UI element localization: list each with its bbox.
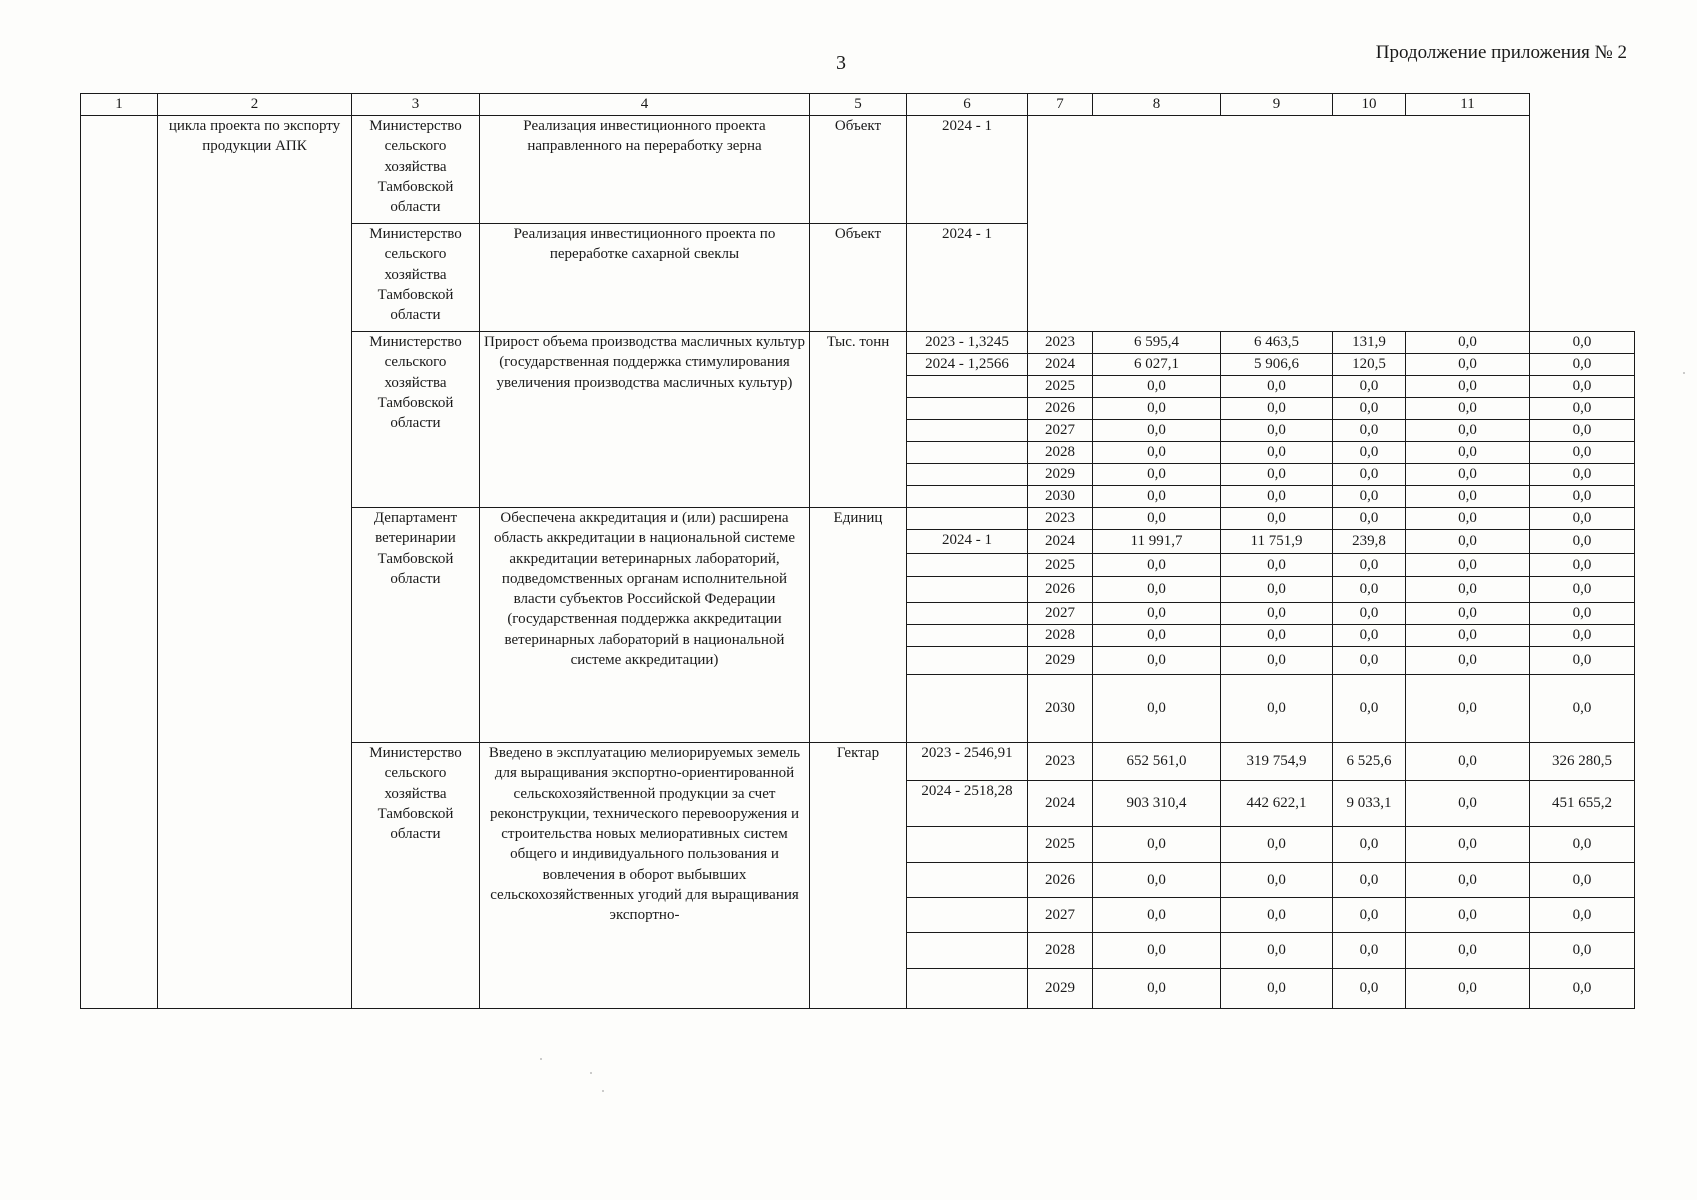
value-cell-c9: 120,5: [1333, 354, 1406, 376]
col-number-11: 11: [1406, 94, 1530, 116]
value-cell-c11: 0,0: [1530, 969, 1635, 1009]
value-cell-c8: 11 751,9: [1221, 530, 1333, 554]
target-cell: [907, 577, 1028, 603]
value-cell-c11: 0,0: [1530, 554, 1635, 577]
value-cell-c11: 0,0: [1530, 376, 1635, 398]
value-cell-c9: 0,0: [1333, 486, 1406, 508]
value-cell-c9: 239,8: [1333, 530, 1406, 554]
value-cell-c8: 0,0: [1221, 863, 1333, 898]
year-cell: 2023: [1028, 743, 1093, 781]
target-cell: 2024 - 1: [907, 530, 1028, 554]
value-cell-c11: 0,0: [1530, 508, 1635, 530]
target-cell: [907, 969, 1028, 1009]
value-cell-c10: 0,0: [1406, 398, 1530, 420]
value-cell-c8: 0,0: [1221, 464, 1333, 486]
unit-cell: Единиц: [810, 508, 907, 743]
value-cell-c7: 0,0: [1093, 508, 1221, 530]
value-cell-c9: 0,0: [1333, 647, 1406, 675]
value-cell-c10: 0,0: [1406, 969, 1530, 1009]
value-cell-c9: 0,0: [1333, 625, 1406, 647]
value-cell-c7: 0,0: [1093, 442, 1221, 464]
target-cell: 2023 - 2546,91: [907, 743, 1028, 781]
target-cell: [907, 508, 1028, 530]
col-number-3: 3: [352, 94, 480, 116]
value-cell-c7: 0,0: [1093, 647, 1221, 675]
value-cell-c9: 0,0: [1333, 554, 1406, 577]
description-cell: Обеспечена аккредитация и (или) расширена область аккредитации в национальной системе аккредитации ветеринарных лабораторий, подведомственных органам исполнительной власти субъектов Российской Федерации (государственная поддержка аккредитации ветеринарных лабораторий в национальной системе аккредитации): [480, 508, 810, 743]
value-cell-c9: 6 525,6: [1333, 743, 1406, 781]
value-cell-c7: 0,0: [1093, 577, 1221, 603]
value-cell-c7: 0,0: [1093, 625, 1221, 647]
value-cell-c9: 0,0: [1333, 863, 1406, 898]
value-cell-c11: 0,0: [1530, 603, 1635, 625]
value-cell-c9: 0,0: [1333, 398, 1406, 420]
year-cell: 2024: [1028, 354, 1093, 376]
value-cell-c7: 0,0: [1093, 554, 1221, 577]
value-cell-c11: 0,0: [1530, 354, 1635, 376]
value-cell-c7: 0,0: [1093, 969, 1221, 1009]
target-cell: [907, 863, 1028, 898]
program-table: [80, 93, 1635, 1009]
value-cell-c8: 0,0: [1221, 625, 1333, 647]
target-cell: [907, 464, 1028, 486]
value-cell-c8: 0,0: [1221, 486, 1333, 508]
col-number-8: 8: [1093, 94, 1221, 116]
target-cell: [907, 442, 1028, 464]
col-number-7: 7: [1028, 94, 1093, 116]
unit-cell: Объект: [810, 224, 907, 332]
value-cell-c11: 0,0: [1530, 332, 1635, 354]
value-cell-c9: 0,0: [1333, 508, 1406, 530]
value-cell-c9: 0,0: [1333, 577, 1406, 603]
target-cell: [907, 827, 1028, 863]
value-cell-c7: 6 595,4: [1093, 332, 1221, 354]
agency-cell: Министерство сельского хозяйства Тамбовской области: [352, 332, 480, 508]
value-cell-c10: 0,0: [1406, 603, 1530, 625]
value-cell-c8: 0,0: [1221, 675, 1333, 743]
value-cell-c11: 0,0: [1530, 827, 1635, 863]
col1-cell: [81, 116, 158, 1009]
target-cell: 2024 - 1: [907, 224, 1028, 332]
value-cell-c10: 0,0: [1406, 781, 1530, 827]
year-cell: 2029: [1028, 969, 1093, 1009]
value-cell-c9: 9 033,1: [1333, 781, 1406, 827]
unit-cell: Тыс. тонн: [810, 332, 907, 508]
value-cell-c8: 0,0: [1221, 647, 1333, 675]
value-cell-c11: 451 655,2: [1530, 781, 1635, 827]
year-cell: 2025: [1028, 554, 1093, 577]
value-cell-c7: 0,0: [1093, 486, 1221, 508]
value-cell-c9: 131,9: [1333, 332, 1406, 354]
value-cell-c11: 0,0: [1530, 933, 1635, 969]
value-cell-c9: 0,0: [1333, 376, 1406, 398]
value-cell-c10: 0,0: [1406, 647, 1530, 675]
col-number-10: 10: [1333, 94, 1406, 116]
page-number: 3: [836, 52, 846, 74]
value-cell-c8: 0,0: [1221, 969, 1333, 1009]
value-cell-c10: 0,0: [1406, 675, 1530, 743]
agency-cell: Министерство сельского хозяйства Тамбовской области: [352, 116, 480, 224]
table-body: [81, 116, 1635, 1009]
year-cell: 2030: [1028, 486, 1093, 508]
column-number-row: [81, 94, 1635, 116]
value-cell-c9: 0,0: [1333, 442, 1406, 464]
value-cell-c8: 6 463,5: [1221, 332, 1333, 354]
description-cell: Реализация инвестиционного проекта по переработке сахарной свеклы: [480, 224, 810, 332]
value-cell-c10: 0,0: [1406, 332, 1530, 354]
year-cell: 2025: [1028, 376, 1093, 398]
value-cell-c7: 0,0: [1093, 398, 1221, 420]
value-cell-c8: 5 906,6: [1221, 354, 1333, 376]
value-cell-c11: 0,0: [1530, 647, 1635, 675]
value-cell-c8: 0,0: [1221, 508, 1333, 530]
year-cell: 2025: [1028, 827, 1093, 863]
agency-cell: Департамент ветеринарии Тамбовской области: [352, 508, 480, 743]
year-cell: 2027: [1028, 420, 1093, 442]
value-cell-c11: 0,0: [1530, 464, 1635, 486]
value-cell-c8: 0,0: [1221, 420, 1333, 442]
value-cell-c7: 0,0: [1093, 827, 1221, 863]
target-cell: [907, 554, 1028, 577]
value-cell-c8: 0,0: [1221, 442, 1333, 464]
value-cell-c9: 0,0: [1333, 464, 1406, 486]
year-cell: 2028: [1028, 442, 1093, 464]
value-cell-c8: 0,0: [1221, 398, 1333, 420]
year-cell: 2028: [1028, 933, 1093, 969]
value-cell-c7: 0,0: [1093, 420, 1221, 442]
value-cell-c8: 0,0: [1221, 933, 1333, 969]
year-cell: 2026: [1028, 863, 1093, 898]
target-cell: 2024 - 2518,28: [907, 781, 1028, 827]
value-cell-c9: 0,0: [1333, 827, 1406, 863]
value-cell-c10: 0,0: [1406, 464, 1530, 486]
value-cell-c10: 0,0: [1406, 508, 1530, 530]
value-cell-c10: 0,0: [1406, 933, 1530, 969]
target-cell: [907, 898, 1028, 933]
year-cell: 2024: [1028, 781, 1093, 827]
target-cell: [907, 933, 1028, 969]
value-cell-c11: 0,0: [1530, 530, 1635, 554]
value-cell-c10: 0,0: [1406, 577, 1530, 603]
value-cell-c9: 0,0: [1333, 969, 1406, 1009]
value-cell-c11: 0,0: [1530, 625, 1635, 647]
value-cell-c8: 319 754,9: [1221, 743, 1333, 781]
value-cell-c7: 0,0: [1093, 933, 1221, 969]
col-number-1: 1: [81, 94, 158, 116]
year-cell: 2029: [1028, 464, 1093, 486]
value-cell-c11: 326 280,5: [1530, 743, 1635, 781]
value-cell-c11: 0,0: [1530, 675, 1635, 743]
value-cell-c9: 0,0: [1333, 675, 1406, 743]
year-cell: 2027: [1028, 898, 1093, 933]
year-cell: 2024: [1028, 530, 1093, 554]
target-cell: [907, 420, 1028, 442]
col-number-2: 2: [158, 94, 352, 116]
col-number-9: 9: [1221, 94, 1333, 116]
value-cell-c10: 0,0: [1406, 354, 1530, 376]
target-cell: 2023 - 1,3245: [907, 332, 1028, 354]
appendix-title: Продолжение приложения № 2: [1375, 42, 1627, 63]
year-cell: 2028: [1028, 625, 1093, 647]
value-cell-c10: 0,0: [1406, 420, 1530, 442]
value-cell-c9: 0,0: [1333, 898, 1406, 933]
value-cell-c9: 0,0: [1333, 603, 1406, 625]
value-cell-c10: 0,0: [1406, 554, 1530, 577]
target-cell: [907, 486, 1028, 508]
value-cell-c11: 0,0: [1530, 898, 1635, 933]
value-cell-c10: 0,0: [1406, 376, 1530, 398]
value-cell-c10: 0,0: [1406, 898, 1530, 933]
unit-cell: Объект: [810, 116, 907, 224]
value-cell-c7: 0,0: [1093, 603, 1221, 625]
target-cell: [907, 625, 1028, 647]
target-cell: [907, 376, 1028, 398]
target-cell: [907, 603, 1028, 625]
value-cell-c11: 0,0: [1530, 442, 1635, 464]
value-cell-c10: 0,0: [1406, 530, 1530, 554]
description-cell: Реализация инвестиционного проекта направленного на переработку зерна: [480, 116, 810, 224]
value-cell-c7: 11 991,7: [1093, 530, 1221, 554]
value-cell-c8: 442 622,1: [1221, 781, 1333, 827]
value-cell-c7: 652 561,0: [1093, 743, 1221, 781]
value-cell-c11: 0,0: [1530, 577, 1635, 603]
value-cell-c10: 0,0: [1406, 827, 1530, 863]
target-cell: [907, 675, 1028, 743]
year-cell: 2030: [1028, 675, 1093, 743]
value-cell-c8: 0,0: [1221, 603, 1333, 625]
value-cell-c8: 0,0: [1221, 577, 1333, 603]
project-cycle-cell: цикла проекта по экспорту продукции АПК: [158, 116, 352, 1009]
value-cell-c8: 0,0: [1221, 376, 1333, 398]
value-cell-c7: 0,0: [1093, 464, 1221, 486]
year-cell: 2029: [1028, 647, 1093, 675]
value-cell-c7: 6 027,1: [1093, 354, 1221, 376]
value-cell-c8: 0,0: [1221, 554, 1333, 577]
value-cell-c11: 0,0: [1530, 486, 1635, 508]
description-cell: Введено в эксплуатацию мелиорируемых земель для выращивания экспортно-ориентированной сельскохозяйственной продукции за счет реконструкции, технического перевооружения и строительства новых мелиоративных систем общего и индивидуального пользования и вовлечения в оборот выбывших сельскохозяйственных угодий для выращивания экспортно-: [480, 743, 810, 1009]
target-cell: [907, 647, 1028, 675]
value-cell-c7: 0,0: [1093, 675, 1221, 743]
value-cell-c7: 903 310,4: [1093, 781, 1221, 827]
blank-area: [1028, 116, 1530, 332]
agency-cell: Министерство сельского хозяйства Тамбовской области: [352, 224, 480, 332]
value-cell-c10: 0,0: [1406, 863, 1530, 898]
unit-cell: Гектар: [810, 743, 907, 1009]
value-cell-c11: 0,0: [1530, 398, 1635, 420]
target-cell: 2024 - 1,2566: [907, 354, 1028, 376]
value-cell-c8: 0,0: [1221, 827, 1333, 863]
table-row: [81, 116, 1635, 224]
value-cell-c10: 0,0: [1406, 442, 1530, 464]
col-number-6: 6: [907, 94, 1028, 116]
agency-cell: Министерство сельского хозяйства Тамбовской области: [352, 743, 480, 1009]
value-cell-c7: 0,0: [1093, 863, 1221, 898]
value-cell-c11: 0,0: [1530, 420, 1635, 442]
year-cell: 2023: [1028, 508, 1093, 530]
year-cell: 2023: [1028, 332, 1093, 354]
year-cell: 2026: [1028, 577, 1093, 603]
value-cell-c10: 0,0: [1406, 625, 1530, 647]
target-cell: 2024 - 1: [907, 116, 1028, 224]
value-cell-c9: 0,0: [1333, 933, 1406, 969]
value-cell-c10: 0,0: [1406, 486, 1530, 508]
col-number-5: 5: [810, 94, 907, 116]
value-cell-c8: 0,0: [1221, 898, 1333, 933]
target-cell: [907, 398, 1028, 420]
value-cell-c7: 0,0: [1093, 898, 1221, 933]
value-cell-c9: 0,0: [1333, 420, 1406, 442]
year-cell: 2027: [1028, 603, 1093, 625]
value-cell-c11: 0,0: [1530, 863, 1635, 898]
col-number-4: 4: [480, 94, 810, 116]
description-cell: Прирост объема производства масличных культур (государственная поддержка стимулирования увеличения производства масличных культур): [480, 332, 810, 508]
year-cell: 2026: [1028, 398, 1093, 420]
value-cell-c7: 0,0: [1093, 376, 1221, 398]
value-cell-c10: 0,0: [1406, 743, 1530, 781]
